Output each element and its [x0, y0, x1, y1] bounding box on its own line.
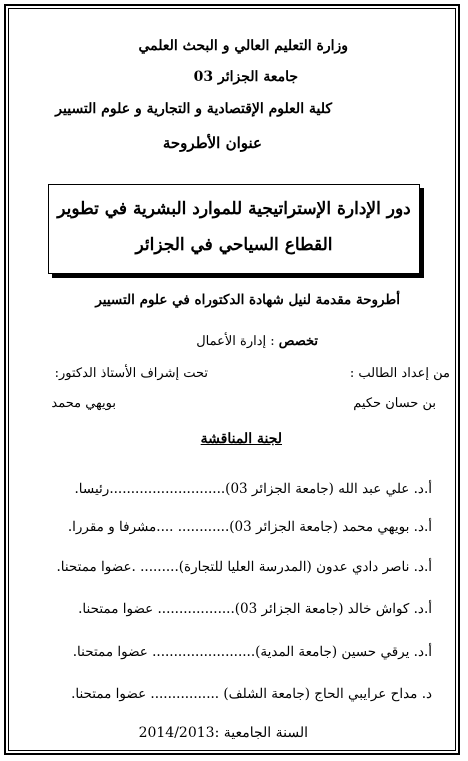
supervisor-name: بويهي محمد [51, 396, 116, 411]
degree-statement: أطروحة مقدمة لنيل شهادة الدكتوراه في علوم التسيير [95, 292, 400, 308]
student-label: من إعداد الطالب : [349, 366, 450, 381]
specialty [196, 334, 318, 349]
specialty-value: : إدارة الأعمال [196, 334, 275, 349]
thesis-title-line-1: دور الإدارة الإستراتيجية للموارد البشرية في تطوير [57, 199, 411, 219]
thesis-cover-page [4, 4, 460, 755]
ministry-name: وزارة التعليم العالي و البحث العلمي [138, 38, 348, 54]
faculty-name: كلية العلوم الإقتصادية و التجارية و علوم التسيير [55, 101, 332, 117]
specialty-label: تخصص [278, 334, 318, 349]
thesis-title-heading: عنوان الأطروحة [162, 134, 262, 152]
thesis-title-box [48, 184, 420, 274]
thesis-title-line-2: القطاع السياحي في الجزائر [135, 235, 333, 255]
supervisor-label: تحت إشراف الأستاذ الدكتور: [54, 366, 208, 381]
committee-member: أ.د. بويهي محمد (جامعة الجزائر 03)............ ....مشرفا و مقررا. [67, 519, 432, 535]
committee-member: د. مداح عرايبي الحاج (جامعة الشلف) ................ عضوا ممتحنا. [71, 686, 432, 702]
committee-heading: لجنة المناقشة [200, 431, 282, 447]
committee-member: أ.د. ناصر دادي عدون (المدرسة العليا للتجارة)......... .عضوا ممتحنا. [56, 559, 432, 575]
university-name: جامعة الجزائر 03 [193, 69, 298, 85]
student-name: بن حسان حكيم [353, 396, 436, 411]
committee-member: أ.د. كواش خالد (جامعة الجزائر 03).................. عضوا ممتحنا. [78, 601, 432, 617]
committee-member: أ.د. علي عبد الله (جامعة الجزائر 03)...........................رئيسا. [74, 481, 432, 497]
academic-year: السنة الجامعية :2014/2013 [138, 725, 308, 741]
committee-member: أ.د. يرقي حسين (جامعة المدية)........................ عضوا ممتحنا. [72, 644, 432, 660]
